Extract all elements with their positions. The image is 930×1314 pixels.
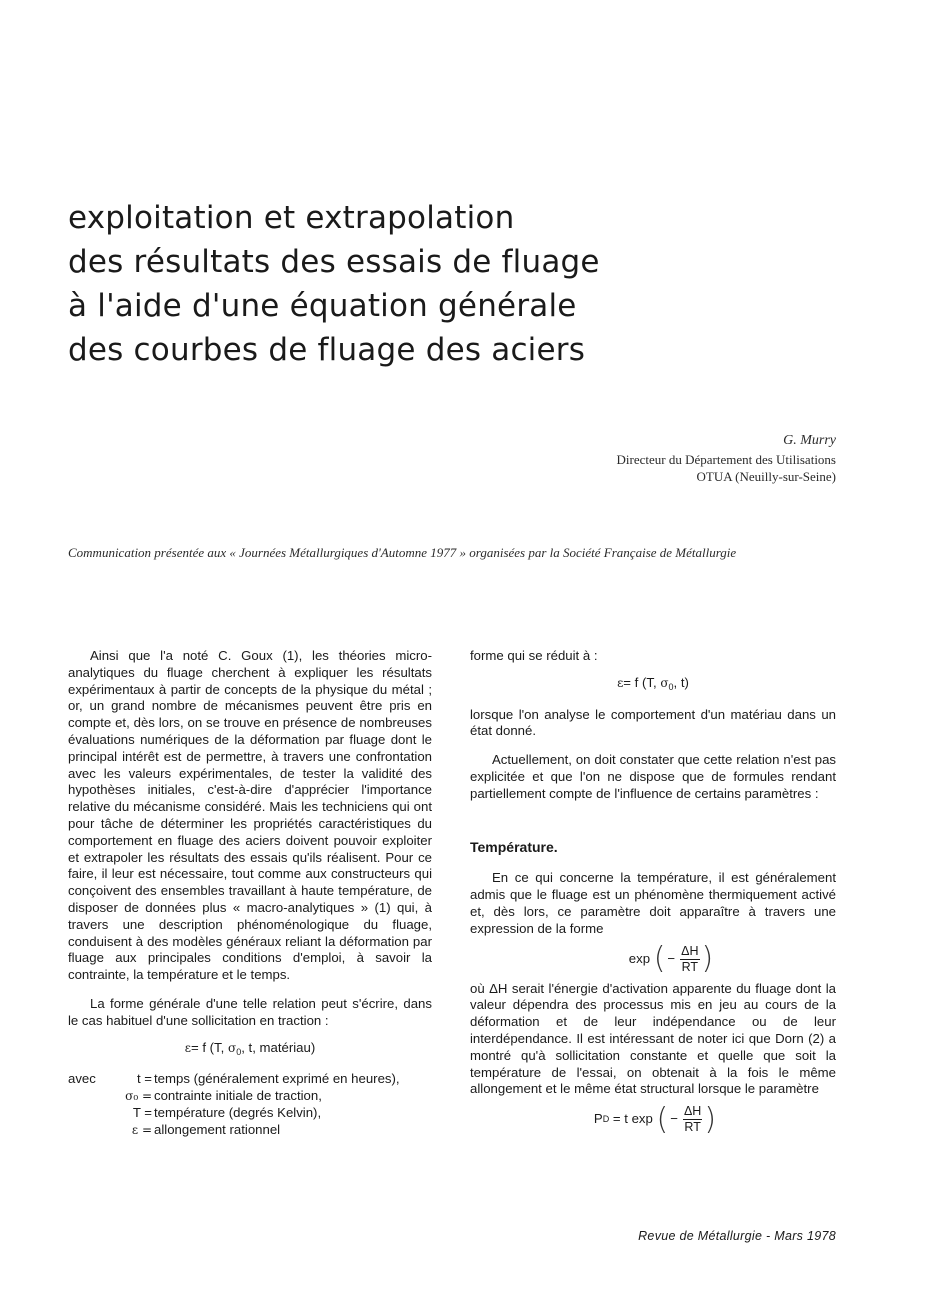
right-paragraph-5: où ΔH serait l'énergie d'activation apparente du fluage dont la valeur dépendra des processus mis en jeu au cours de la déformation et de leur indépendance ou de leur interdépendance. Il est intéressant de noter ici que Dorn (2) a montré qu'à sollicitation constante et quelle que soit la température de l'essai, on obtenait à la fois le même allongement et le même état structural lorsque le paramètre (470, 980, 836, 1097)
eq4-denominator: RT (684, 1120, 701, 1135)
eq2-epsilon: ε (617, 675, 624, 690)
title-line-4: des courbes de fluage des aciers (68, 332, 586, 368)
communication-note: Communication présentée aux « Journées Métallurgiques d'Automne 1977 » organisées par la Société Française de Métallurgie (68, 545, 737, 560)
definition-row (68, 1071, 432, 1088)
definition-symbol: t = (136, 1071, 152, 1087)
eq3-exp: exp (628, 950, 651, 966)
author-affiliation-2: OTUA (Neuilly-sur-Seine) (696, 469, 836, 484)
eq4-numerator: ΔH (683, 1104, 702, 1119)
equation-arrhenius (506, 941, 836, 977)
left-paragraph-1: Ainsi que l'a noté C. Goux (1), les théories micro-analytiques du fluage cherchent à expliquer les résultats expérimentaux à partir de concepts de la physique du métal ; or, un grand nombre de mécanismes peuvent être pris en compte et, dès lors, on se trouve en présence de nombreuses évaluations numériques de la déformation par fluage dont le principal intérêt est de permettre, à travers une confrontation avec les valeurs expérimentales, de tester la validité des hypothèses initiales, c'est-à-dire d'apprécier l'importance relative du mécanisme considéré. Mais les techniciens qui ont pour tâche de déterminer les propriétés caractéristiques du comportement en fluage des aciers doivent pouvoir exploiter et extrapoler les résultats des essais qu'ils réalisent. Pour ce faire, il leur est nécessaire, tout comme aux constructeurs qui conçoivent des ensembles travaillant à haute température, de disposer de données plus « macro-analytiques » (1) qui, à travers une description phénoménologique du fluage, conduisent à des modèles généraux reliant la déformation par fluage aux principales conditions d'emploi, à savoir la contrainte, la température et le temps. (68, 648, 432, 983)
title-line-1: exploitation et extrapolation (68, 200, 515, 236)
definition-symbol: σ₀ = (125, 1089, 152, 1104)
eq4-lhs-sub: D (602, 1114, 610, 1125)
article-title (68, 196, 688, 372)
definition-text: allongement rationnel (154, 1121, 281, 1137)
definition-text: temps (généralement exprimé en heures), (154, 1071, 400, 1087)
right-paragraph-3: Actuellement, on doit constater que cette relation n'est pas explicitée et que l'on ne dispose que de formules rendant partiellement compte de l'influence de certains paramètres : (470, 752, 836, 801)
eq2-sigma: σ (660, 675, 669, 690)
eq1-eq: = f (T, (190, 1039, 228, 1055)
definition-text: contrainte initiale de traction, (154, 1088, 322, 1104)
eq2-eq: = f (T, (623, 674, 661, 690)
journal-footer: Revue de Métallurgie - Mars 1978 (638, 1229, 836, 1243)
eq1-sigma: σ (227, 1040, 237, 1055)
right-paragraph-1: forme qui se réduit à : (470, 648, 598, 663)
eq2-rest: , t) (673, 674, 689, 690)
title-line-3: à l'aide d'une équation générale (68, 288, 577, 324)
left-paragraph-2: La forme générale d'une telle relation peut s'écrire, dans le cas habituel d'une sollicitation en traction : (68, 995, 432, 1028)
definition-text: température (degrés Kelvin), (154, 1104, 322, 1120)
eq4-minus: − (670, 1111, 678, 1127)
eq3-rparen: ) (701, 941, 714, 977)
equation-general (68, 1040, 432, 1061)
variable-definitions (68, 1071, 432, 1138)
right-paragraph-4: En ce qui concerne la température, il est généralement admis que le fluage est un phénomène thermiquement activé et, dès lors, ce paramètre doit apparaître à travers une expression de la forme (470, 870, 836, 936)
eq1-epsilon: ε (184, 1040, 191, 1055)
right-paragraph-2: lorsque l'on analyse le comportement d'un matériau dans un état donné. (470, 706, 836, 739)
author-block (617, 432, 837, 485)
left-column (68, 648, 432, 1139)
section-heading-temperature: Température. (470, 838, 558, 855)
eq3-fraction (680, 944, 699, 975)
equation-reduced (470, 675, 836, 696)
author-name: G. Murry (783, 433, 836, 448)
eq4-rparen: ) (704, 1101, 717, 1137)
eq3-denominator: RT (681, 959, 699, 974)
eq1-rest: , t, matériau) (241, 1039, 316, 1055)
definition-row (68, 1105, 432, 1122)
author-affiliation-1: Directeur du Département des Utilisations (616, 452, 836, 467)
definition-row (68, 1088, 432, 1105)
eq3-numerator: ΔH (681, 943, 699, 958)
right-column (470, 648, 836, 1135)
eq4-fraction (683, 1104, 702, 1135)
eq3-minus: − (667, 950, 676, 966)
eq1-sigma-sub: 0 (236, 1046, 242, 1057)
eq4-lparen: ( (656, 1101, 669, 1137)
eq4-eq: = t exp (612, 1111, 653, 1127)
eq3-lparen: ( (653, 941, 666, 977)
definition-symbol: T = (132, 1104, 152, 1120)
equation-dorn-parameter (474, 1101, 836, 1137)
avec-label: avec (68, 1071, 96, 1087)
title-line-2: des résultats des essais de fluage (68, 244, 600, 280)
definition-symbol: ε = (131, 1122, 152, 1137)
eq4-lhs: P (593, 1111, 603, 1127)
eq2-sigma-sub: 0 (668, 681, 674, 692)
definition-row (68, 1122, 432, 1139)
